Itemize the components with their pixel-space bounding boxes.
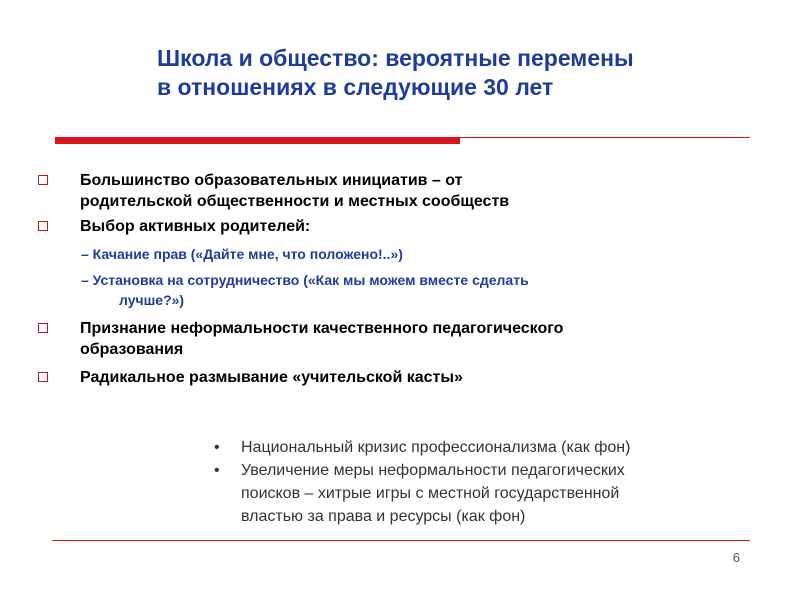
- bottom-bullet-line: Национальный кризис профессионализма (как фон): [241, 439, 631, 456]
- slide-title-line-2: в отношениях в следующие 30 лет: [157, 74, 554, 100]
- list-item-line: Признание неформальности качественного педагогического: [80, 320, 564, 337]
- sub-list-item: [81, 270, 721, 310]
- sub-list-item-line: – Установка на сотрудничество («Как мы можем вместе сделать: [81, 272, 529, 288]
- title-underline-thin: [460, 137, 750, 138]
- bottom-bullet-line: поисков – хитрые игры с местной государственной: [241, 485, 620, 502]
- list-item-line: Радикальное размывание «учительской касты»: [80, 369, 463, 386]
- footer-rule: [52, 540, 750, 541]
- square-outline-icon: [38, 323, 48, 333]
- bottom-bullet-item: [214, 436, 754, 459]
- page-number: 6: [732, 550, 740, 565]
- bottom-bullet-list: [214, 436, 754, 528]
- sub-list-item: [81, 244, 721, 264]
- list-item-line: Выбор активных родителей:: [80, 218, 311, 235]
- square-outline-icon: [38, 175, 48, 185]
- list-item-line: образования: [80, 341, 184, 358]
- dot-icon: •: [214, 462, 220, 479]
- sub-list-item-line: лучше?»): [119, 292, 185, 308]
- bottom-bullet-line: Увеличение меры неформальности педагогических: [241, 462, 625, 479]
- square-outline-icon: [38, 221, 48, 231]
- square-outline-icon: [38, 372, 48, 382]
- list-item: [80, 318, 740, 360]
- list-item-line: родительской общественности и местных сообществ: [80, 193, 510, 210]
- list-item-line: Большинство образовательных инициатив – от: [80, 172, 463, 189]
- list-item: [80, 367, 740, 388]
- dot-icon: •: [214, 439, 220, 456]
- slide-title-line-1: Школа и общество: вероятные перемены: [157, 45, 634, 71]
- slide-title: [157, 44, 777, 102]
- list-item: [80, 216, 740, 237]
- list-item: [80, 170, 740, 212]
- bottom-bullet-item: [214, 459, 754, 528]
- title-underline-thick: [55, 137, 460, 144]
- bottom-bullet-line: властью за права и ресурсы (как фон): [241, 508, 526, 525]
- sub-list-item-line: – Качание прав («Дайте мне, что положено!..»): [81, 246, 403, 262]
